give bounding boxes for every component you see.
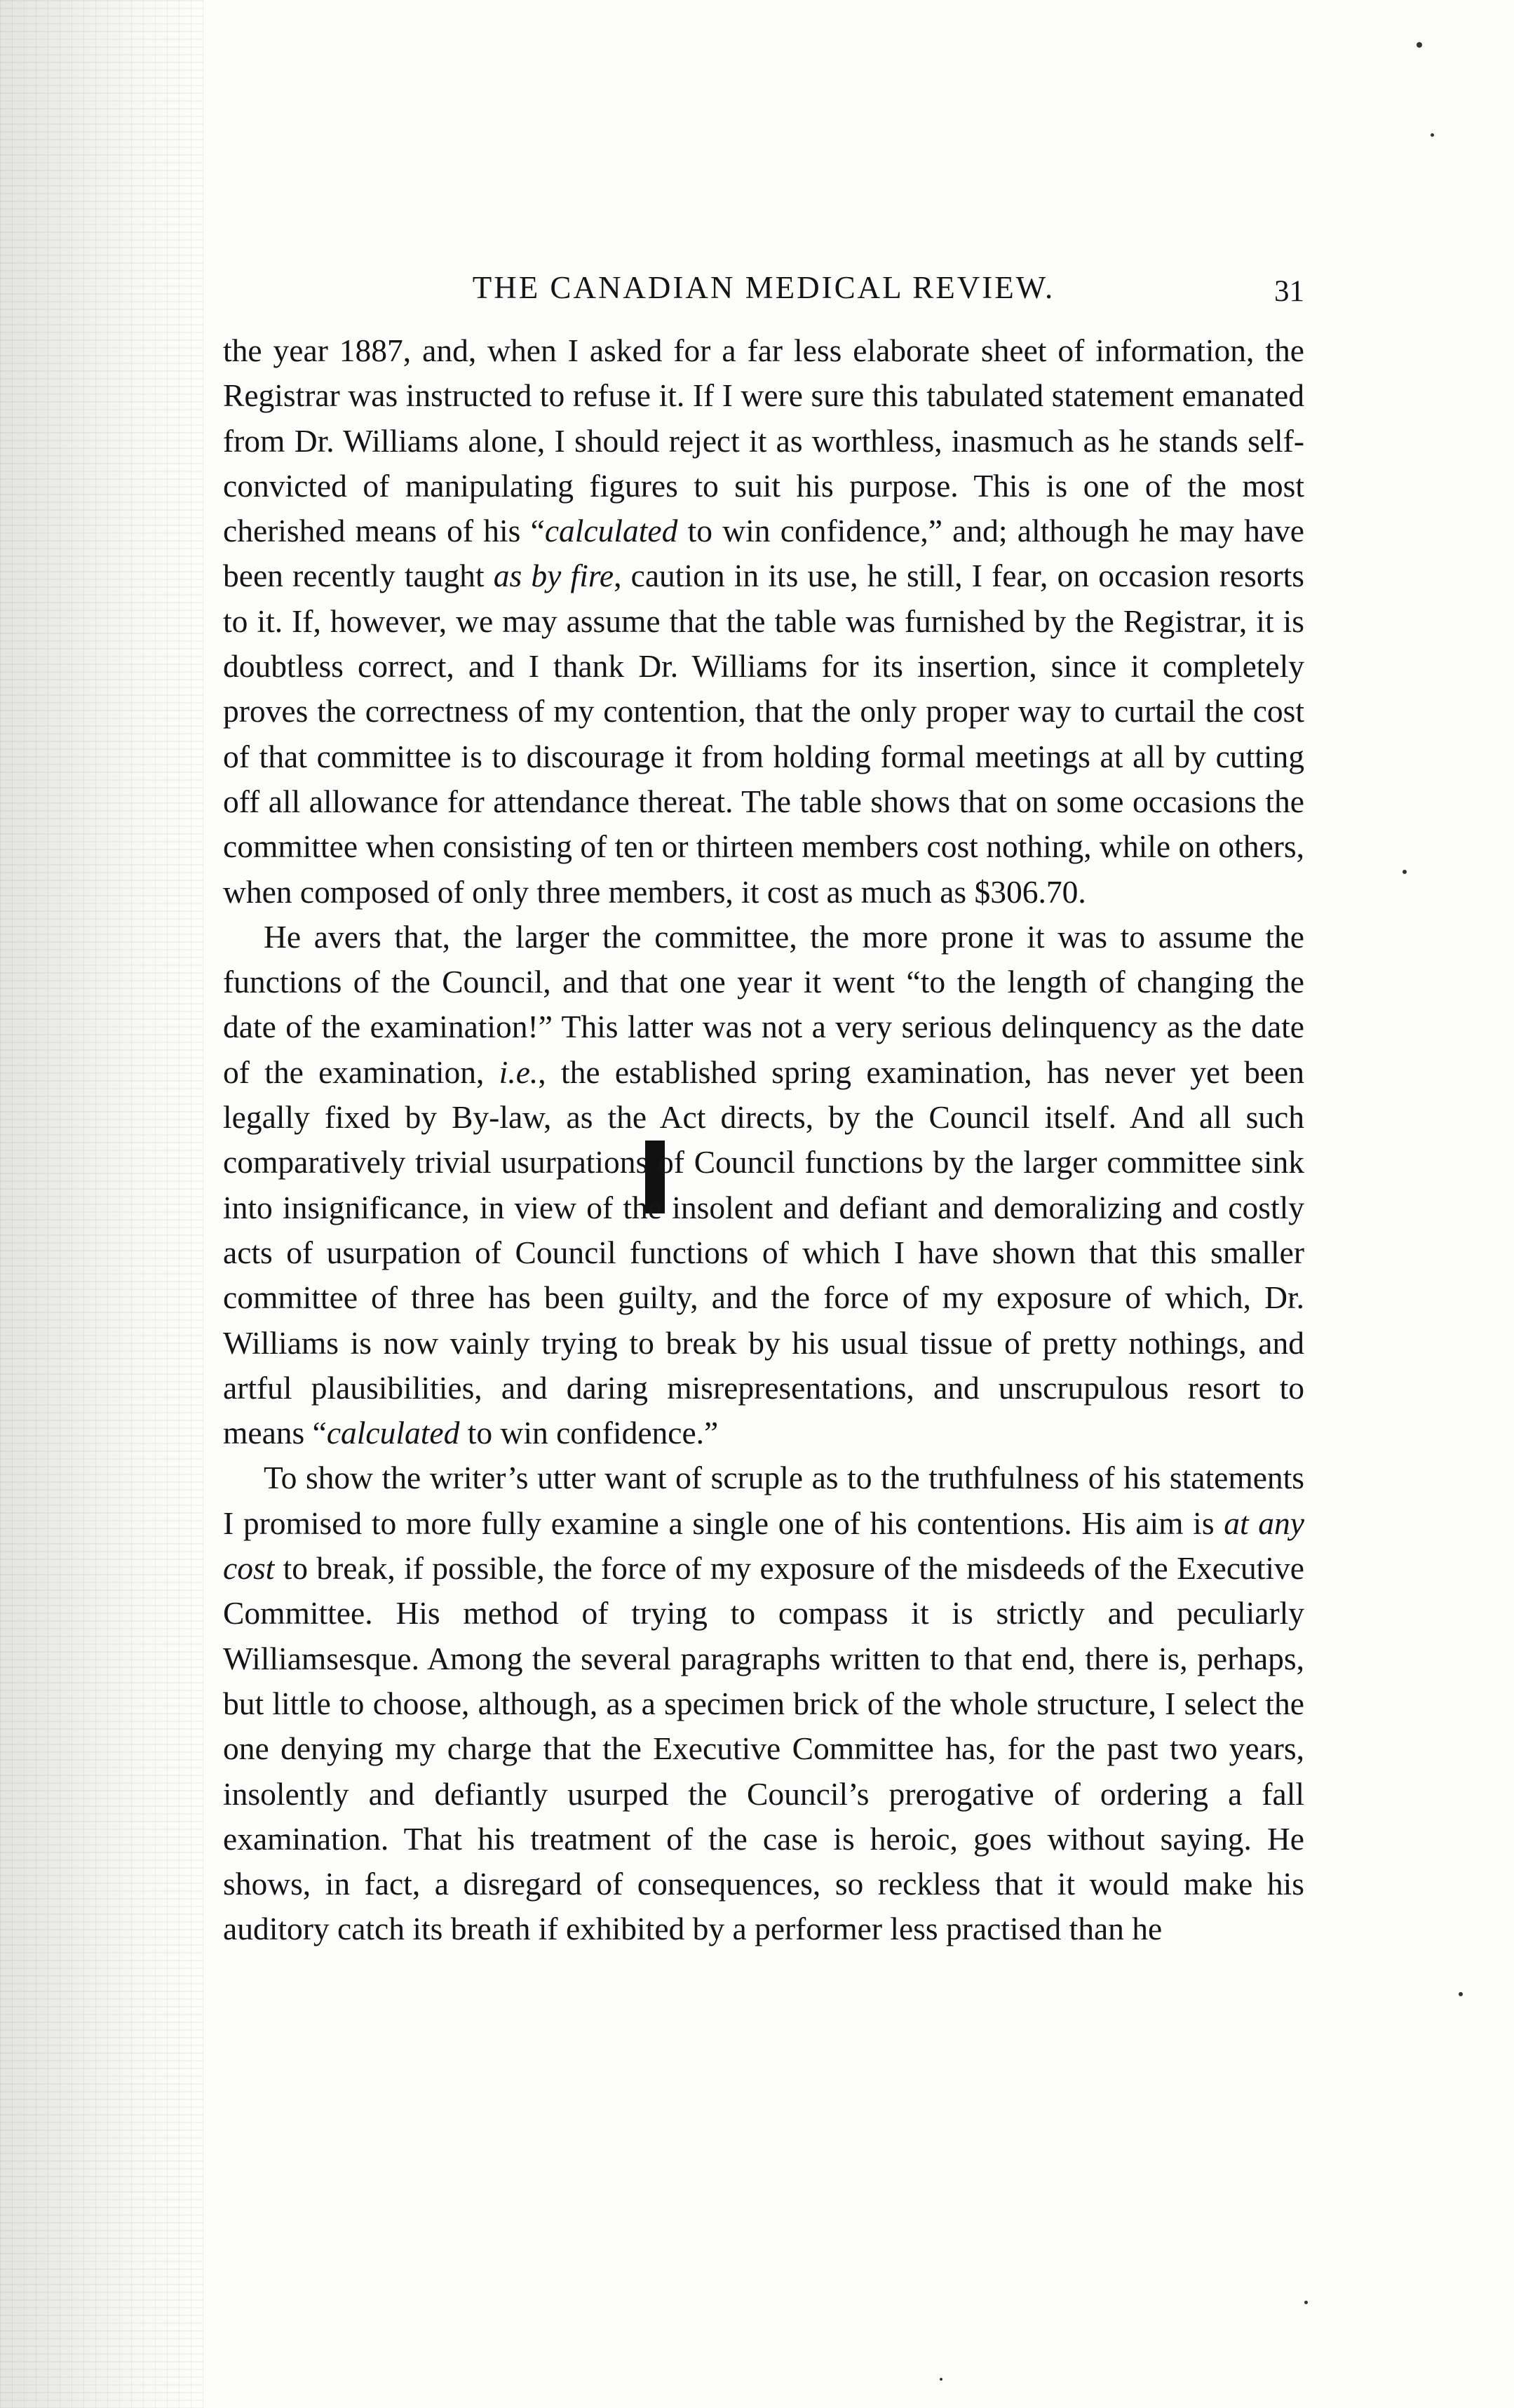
dust-speck (1304, 2301, 1308, 2304)
page-header (223, 267, 1304, 316)
dust-speck (1403, 870, 1407, 874)
text-run: He avers that, the larger the committee, the more prone it was to assume the functions of the Council, and that one year it went “to the length of changing the date of the examination!” This latter was not a very serious delinquency as the date of the examination, (223, 918, 1304, 1090)
paragraph (223, 1455, 1304, 1951)
text-run: to break, if possible, the force of my exposure of the misdeeds of the Executive Committee. His method of trying to compass it is strictly and peculiarly Williamsesque. Among the several paragraphs written to that end, there is, perhaps, but little to choose, although, as a specimen brick of the whole structure, I select the one denying my charge that the Executive Committee has, for the past two years, insolently and defiantly usurped the Council’s prerogative of ordering a fall examination. That his treatment of the case is heroic, goes without saying. He shows, in fact, a disregard of consequences, so reckless that it would make his auditory catch its breath if exhibited by a performer less practised than he (223, 1550, 1304, 1947)
dust-speck (1431, 133, 1434, 137)
italic-run: calculated (544, 513, 678, 549)
dust-speck (1459, 1992, 1463, 1996)
italic-run: calculated (326, 1415, 460, 1451)
paragraph (223, 328, 1304, 915)
italic-run: at any cost (223, 1505, 1304, 1587)
text-run: To show the writer’s utter want of scruple as to the truthfulness of his statements I promised to more fully examine a single one of his contentions. His aim is (223, 1460, 1304, 1541)
text-run: , the established spring examination, has never yet been legally fixed by By-law, as the Act directs, by the Council itself. And all such comparatively trivial usurpations of Council functions by the larger committee sink into insignificance, in view of the insolent and defiant and demoralizing and costly acts of usurpation of Council functions of which I have shown that this smaller committee of three has been guilty, and the force of my exposure of which, Dr. Williams is now vainly trying to break by his usual tissue of pretty nothings, and artful plausibilities, and daring misrepresentations, and unscrupulous resort to means “ (223, 1054, 1304, 1451)
paragraph (223, 915, 1304, 1456)
text-run: to win confidence,” and; although he may have been recently taught (223, 513, 1304, 594)
body-text (223, 328, 1304, 1952)
text-run: to win confidence.” (459, 1415, 719, 1451)
dust-speck (1417, 42, 1422, 48)
italic-run: i.e. (499, 1054, 539, 1090)
italic-run: as by fire (493, 558, 614, 594)
binding-margin-shadow (0, 0, 203, 2408)
text-run: the year 1887, and, when I asked for a far less elaborate sheet of information, the Registrar was instructed to refuse it. If I were sure this tabulated statement emanated from Dr. Williams alone, I should reject it as worthless, inasmuch as he stands self-convicted of manipulating figures to suit his purpose. This is one of the most cherished means of his “ (223, 332, 1304, 549)
dust-speck (940, 2378, 942, 2381)
text-run: , caution in its use, he still, I fear, on occasion resorts to it. If, however, we may assume that the table was furnished by the Registrar, it is doubtless correct, and I thank Dr. Williams for its insertion, since it completely proves the correctness of my contention, that the only proper way to curtail the cost of that committee is to discourage it from holding formal meetings at all by cutting off all allowance for attendance thereat. The table shows that on some occasions the committee when consisting of ten or thirteen members cost nothing, while on others, when composed of only three members, it cost as much as $306.70. (223, 558, 1304, 910)
page-number: 31 (1274, 275, 1304, 308)
running-head: THE CANADIAN MEDICAL REVIEW. (472, 270, 1055, 305)
